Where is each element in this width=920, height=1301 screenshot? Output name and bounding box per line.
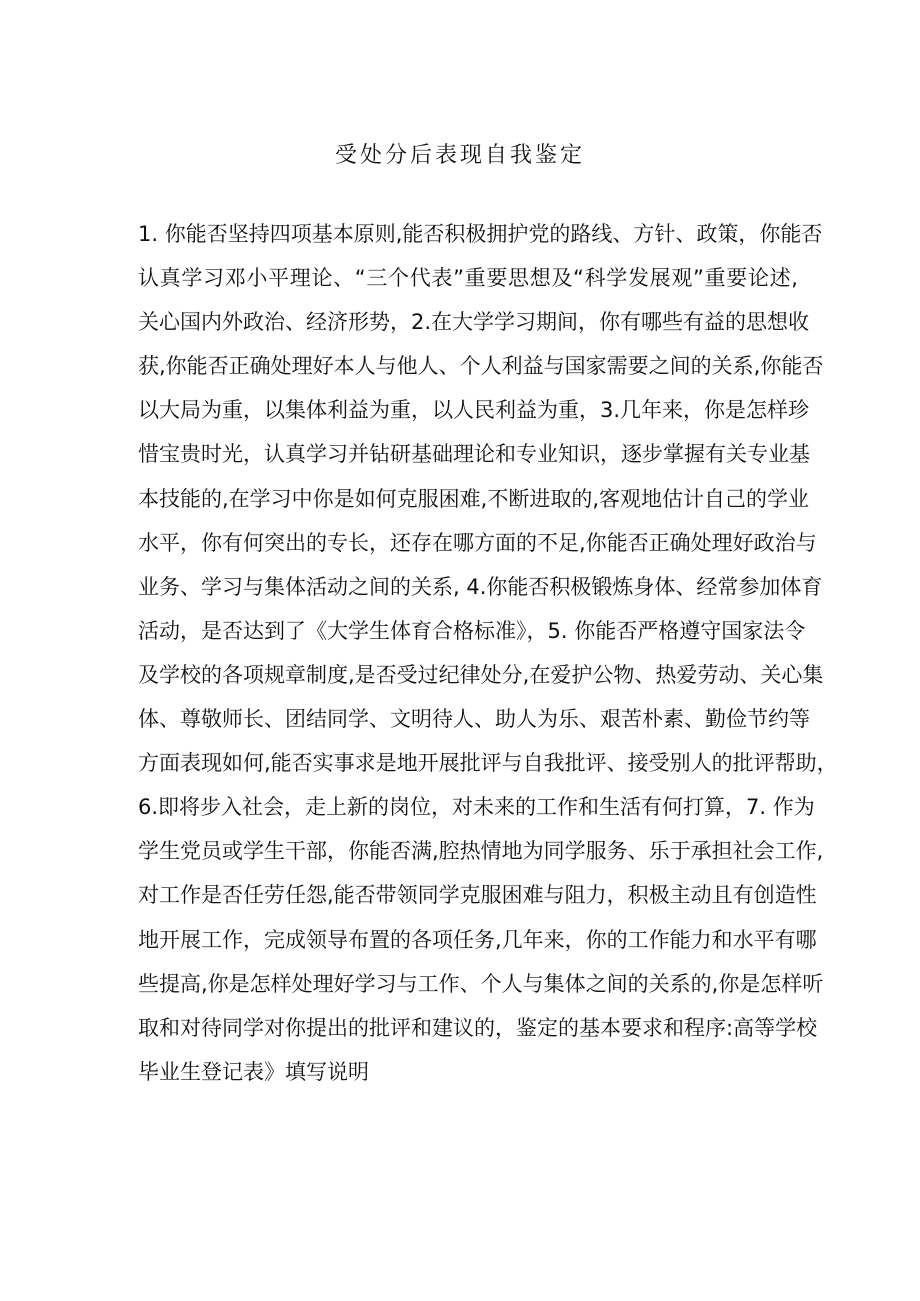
- body-line: 地开展工作，完成领导布置的各项任务,几年来，你的工作能力和水平有哪: [138, 927, 817, 952]
- body-line-last: 毕业生登记表》填写说明: [138, 1059, 369, 1084]
- body-line: 对工作是否任劳任怨,能否带领同学克服困难与阻力，积极主动且有创造性: [138, 883, 817, 908]
- body-line: 以大局为重，以集体利益为重，以人民利益为重，3.几年来，你是怎样珍: [138, 398, 810, 423]
- document-body: [138, 212, 838, 1094]
- body-line: 1. 你能否坚持四项基本原则,能否积极拥护党的路线、方针、政策，你能否: [138, 222, 823, 246]
- body-line: 活动，是否达到了《大学生体育合格标准》，5. 你能否严格遵守国家法令: [138, 618, 806, 643]
- body-line: 获,你能否正确处理好本人与他人、个人利益与国家需要之间的关系,你能否: [138, 354, 824, 379]
- body-line: 水平，你有何突出的专长，还存在哪方面的不足,你能否正确处理好政治与: [138, 530, 817, 555]
- body-line: 及学校的各项规章制度,是否受过纪律处分,在爱护公物、热爱劳动、关心集: [138, 662, 824, 687]
- body-line: 本技能的,在学习中你是如何克服困难,不断进取的,客观地估计自己的学业: [138, 486, 810, 511]
- body-line: 方面表现如何,能否实事求是地开展批评与自我批评、接受别人的批评帮助，: [138, 751, 838, 776]
- document-title: 受处分后表现自我鉴定: [334, 143, 585, 168]
- body-line: 认真学习邓小平理论、“三个代表”重要思想及“科学发展观”重要论述,: [138, 266, 798, 291]
- body-line: 惜宝贵时光，认真学习并钻研基础理论和专业知识，逐步掌握有关专业基: [138, 442, 810, 467]
- body-line: 取和对待同学对你提出的批评和建议的，鉴定的基本要求和程序:高等学校: [138, 1015, 818, 1040]
- body-line: 6.即将步入社会，走上新的岗位，对未来的工作和生活有何打算，7. 作为: [138, 795, 815, 820]
- body-line: 关心国内外政治、经济形势，2.在大学学习期间，你有哪些有益的思想收: [138, 310, 810, 335]
- body-line: 体、尊敬师长、团结同学、文明待人、助人为乐、艰苦朴素、勤俭节约等: [138, 707, 810, 732]
- body-line: 些提高,你是怎样处理好学习与工作、个人与集体之间的关系的,你是怎样听: [138, 971, 824, 996]
- body-line: 学生党员或学生干部，你能否满,腔热情地为同学服务、乐于承担社会工作,: [138, 839, 824, 864]
- body-line: 业务、学习与集体活动之间的关系, 4.你能否积极锻炼身体、经常参加体育: [138, 574, 823, 599]
